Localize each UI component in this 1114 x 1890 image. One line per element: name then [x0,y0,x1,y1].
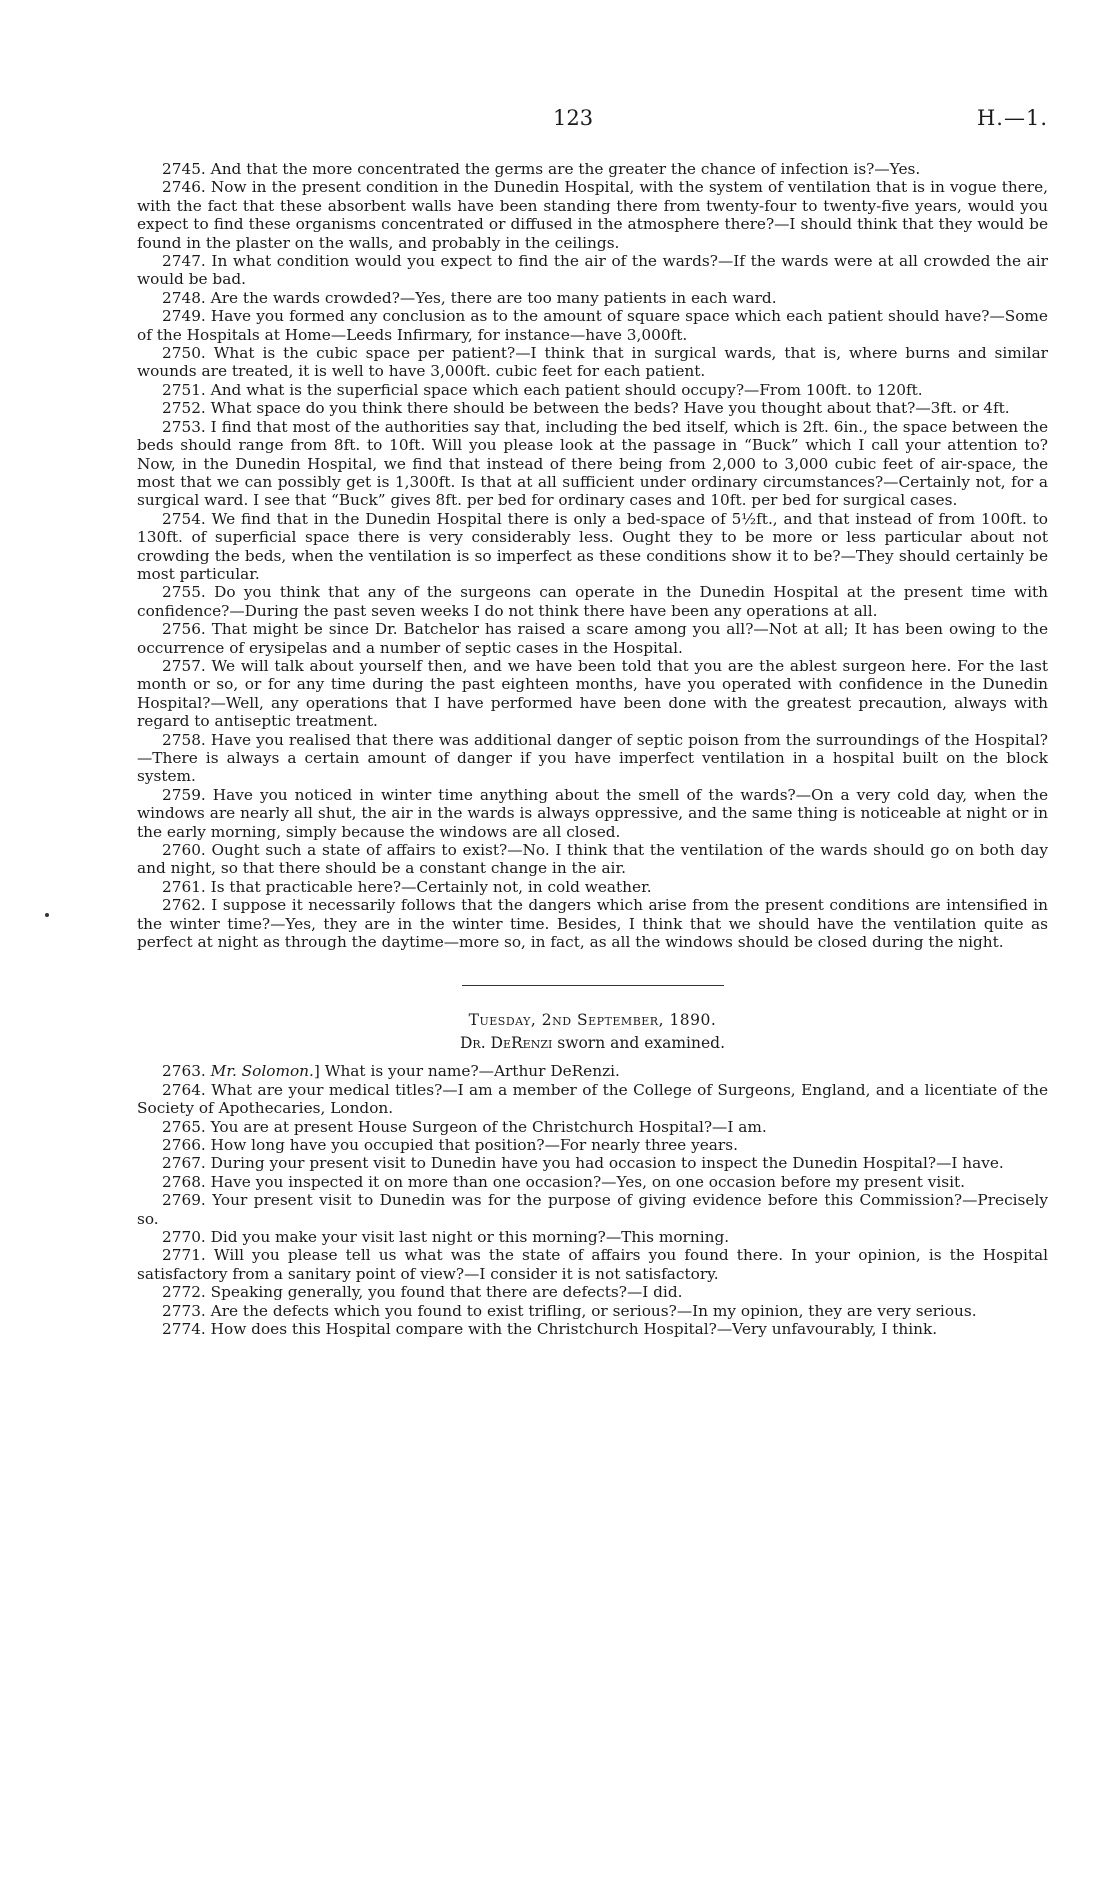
paragraph: 2770. Did you make your visit last night or this morning?—This morning. [162,1227,730,1246]
paragraph: 2748. Are the wards crowded?—Yes, there are too many patients in each ward. [162,288,777,307]
paragraph: 2750. What is the cubic space per patient?—I think that in surgical wards, that is, where burns and similar wounds are treated, it is well to have 3,000ft. cubic feet for each patient. [137,344,1048,381]
paragraph: 2746. Now in the present condition in the Dunedin Hospital, with the system of ventilation that is in vogue there, with the fact that these absorbent walls have been standing there from twenty-four to twenty-five years, would you expect to find these organisms concentrated or diffused in the atmosphere there?—I should think that they would be found in the plaster on the walls, and probably in the ceilings. [137,178,1048,252]
paragraph: 2773. Are the defects which you found to exist trifling, or serious?—In my opinion, they are very serious. [162,1301,977,1320]
paragraph: 2772. Speaking generally, you found that there are defects?—I did. [162,1283,683,1302]
paragraph: 2768. Have you inspected it on more than one occasion?—Yes, on one occasion before my present visit. [162,1172,966,1191]
sitting-date-heading: Tuesday, 2nd September, 1890. [468,1011,717,1030]
paragraph: 2749. Have you formed any conclusion as to the amount of square space which each patient should have?—Some of the Hospitals at Home—Leeds Infirmary, for instance—have 3,000ft. [137,307,1048,344]
question-text: ] What is your name?—Arthur DeRenzi. [313,1062,620,1081]
margin-mark [45,913,49,917]
paragraph: 2760. Ought such a state of affairs to exist?—No. I think that the ventilation of the wards should go on both day and night, so that there should be a constant change in the air. [137,841,1048,878]
paragraph: 2774. How does this Hospital compare with the Christchurch Hospital?—Very unfavourably, I think. [162,1319,938,1338]
paragraph: 2761. Is that practicable here?—Certainly not, in cold weather. [162,877,652,896]
paragraph: 2753. I find that most of the authorities say that, including the bed itself, which is 2ft. 6in., the space between the beds should range from 8ft. to 10ft. Will you please look at the passage in “Buck” which I call your attention to? Now, in the Dunedin Hospital, we find that instead of there being from 2,000 to 3,000 cubic feet of air-space, the most that we can possibly get is 1,300ft. Is that at all sufficient under ordinary circumstances?—Certainly not, for a surgical ward. I see that “Buck” gives 8ft. per bed for ordinary cases and 10ft. per bed for surgical cases. [137,417,1048,510]
paragraph: 2765. You are at present House Surgeon of the Christchurch Hospital?—I am. [162,1117,767,1136]
paragraph: 2757. We will talk about yourself then, and we have been told that you are the ablest surgeon here. For the last month or so, or for any time during the past eighteen months, have you operated with confidence in the Dunedin Hospital?—Well, any operations that I have performed have been done with the greatest precaution, always with regard to antiseptic treatment. [137,656,1048,731]
minutes-of-evidence [137,160,1048,1338]
witness-suffix: sworn and examined. [552,1033,726,1052]
paragraph: 2747. In what condition would you expect to find the air of the wards?—If the wards were at all crowded the air would be bad. [137,252,1048,289]
document-reference: H.—1. [976,106,1048,130]
witness-name: Dr. DeRenzi [459,1033,553,1052]
section-divider [462,985,724,986]
paragraph: 2769. Your present visit to Dunedin was for the purpose of giving evidence before this Commission?—Precisely so. [137,1191,1048,1228]
question-number: 2763. [162,1062,211,1081]
paragraph: 2751. And what is the superficial space which each patient should occupy?—From 100ft. to 120ft. [162,380,923,399]
paragraph: 2754. We find that in the Dunedin Hospital there is only a bed-space of 5½ft., and that instead of from 100ft. to 130ft. of superficial space there is very considerably less. Ought they to be more or less particular about not crowding the beds, when the ventilation is so imperfect as these conditions show it to be?—They should certainly be most particular. [137,509,1048,583]
paragraph: 2759. Have you noticed in winter time anything about the smell of the wards?—On a very cold day, when the windows are nearly all shut, the air in the wards is always oppressive, and the same thing is noticeable at night or in the early morning, simply because the windows are all closed. [137,785,1048,841]
paragraph: 2766. How long have you occupied that position?—For nearly three years. [162,1135,738,1154]
paragraph [137,1062,1048,1080]
page-number: 123 [553,106,594,130]
paragraph: 2767. During your present visit to Dunedin have you had occasion to inspect the Dunedin Hospital?—I have. [162,1154,1004,1173]
paragraph: 2764. What are your medical titles?—I am a member of the College of Surgeons, England, and a licentiate of the Society of Apothecaries, London. [137,1080,1048,1118]
page-header [0,106,1114,136]
paragraph: 2745. And that the more concentrated the germs are the greater the chance of infection is?—Yes. [162,160,921,178]
paragraph: 2755. Do you think that any of the surgeons can operate in the Dunedin Hospital at the present time with confidence?—During the past seven weeks I do not think there have been any operations at all. [137,583,1048,620]
witness-heading [137,1034,1048,1052]
speaker-name: Mr. Solomon. [210,1062,314,1081]
paragraph: 2758. Have you realised that there was additional danger of septic poison from the surroundings of the Hospital?—There is always a certain amount of danger if you have imperfect ventilation in a hospital built on the block system. [137,730,1048,786]
paragraph: 2771. Will you please tell us what was the state of affairs you found there. In your opinion, is the Hospital satisfactory from a sanitary point of view?—I consider it is not satisfactory. [137,1246,1048,1283]
paragraph: 2762. I suppose it necessarily follows that the dangers which arise from the present conditions are intensified in the winter time?—Yes, they are in the winter time. Besides, I think that we should have the ventilation quite as perfect at night as through the daytime—more so, in fact, as all the windows should be closed during the night. [137,896,1048,952]
paragraph: 2752. What space do you think there should be between the beds? Have you thought about that?—3ft. or 4ft. [162,399,1010,418]
paragraph: 2756. That might be since Dr. Batchelor has raised a scare among you all?—Not at all; It has been owing to the occurrence of erysipelas and a number of septic cases in the Hospital. [137,620,1048,657]
